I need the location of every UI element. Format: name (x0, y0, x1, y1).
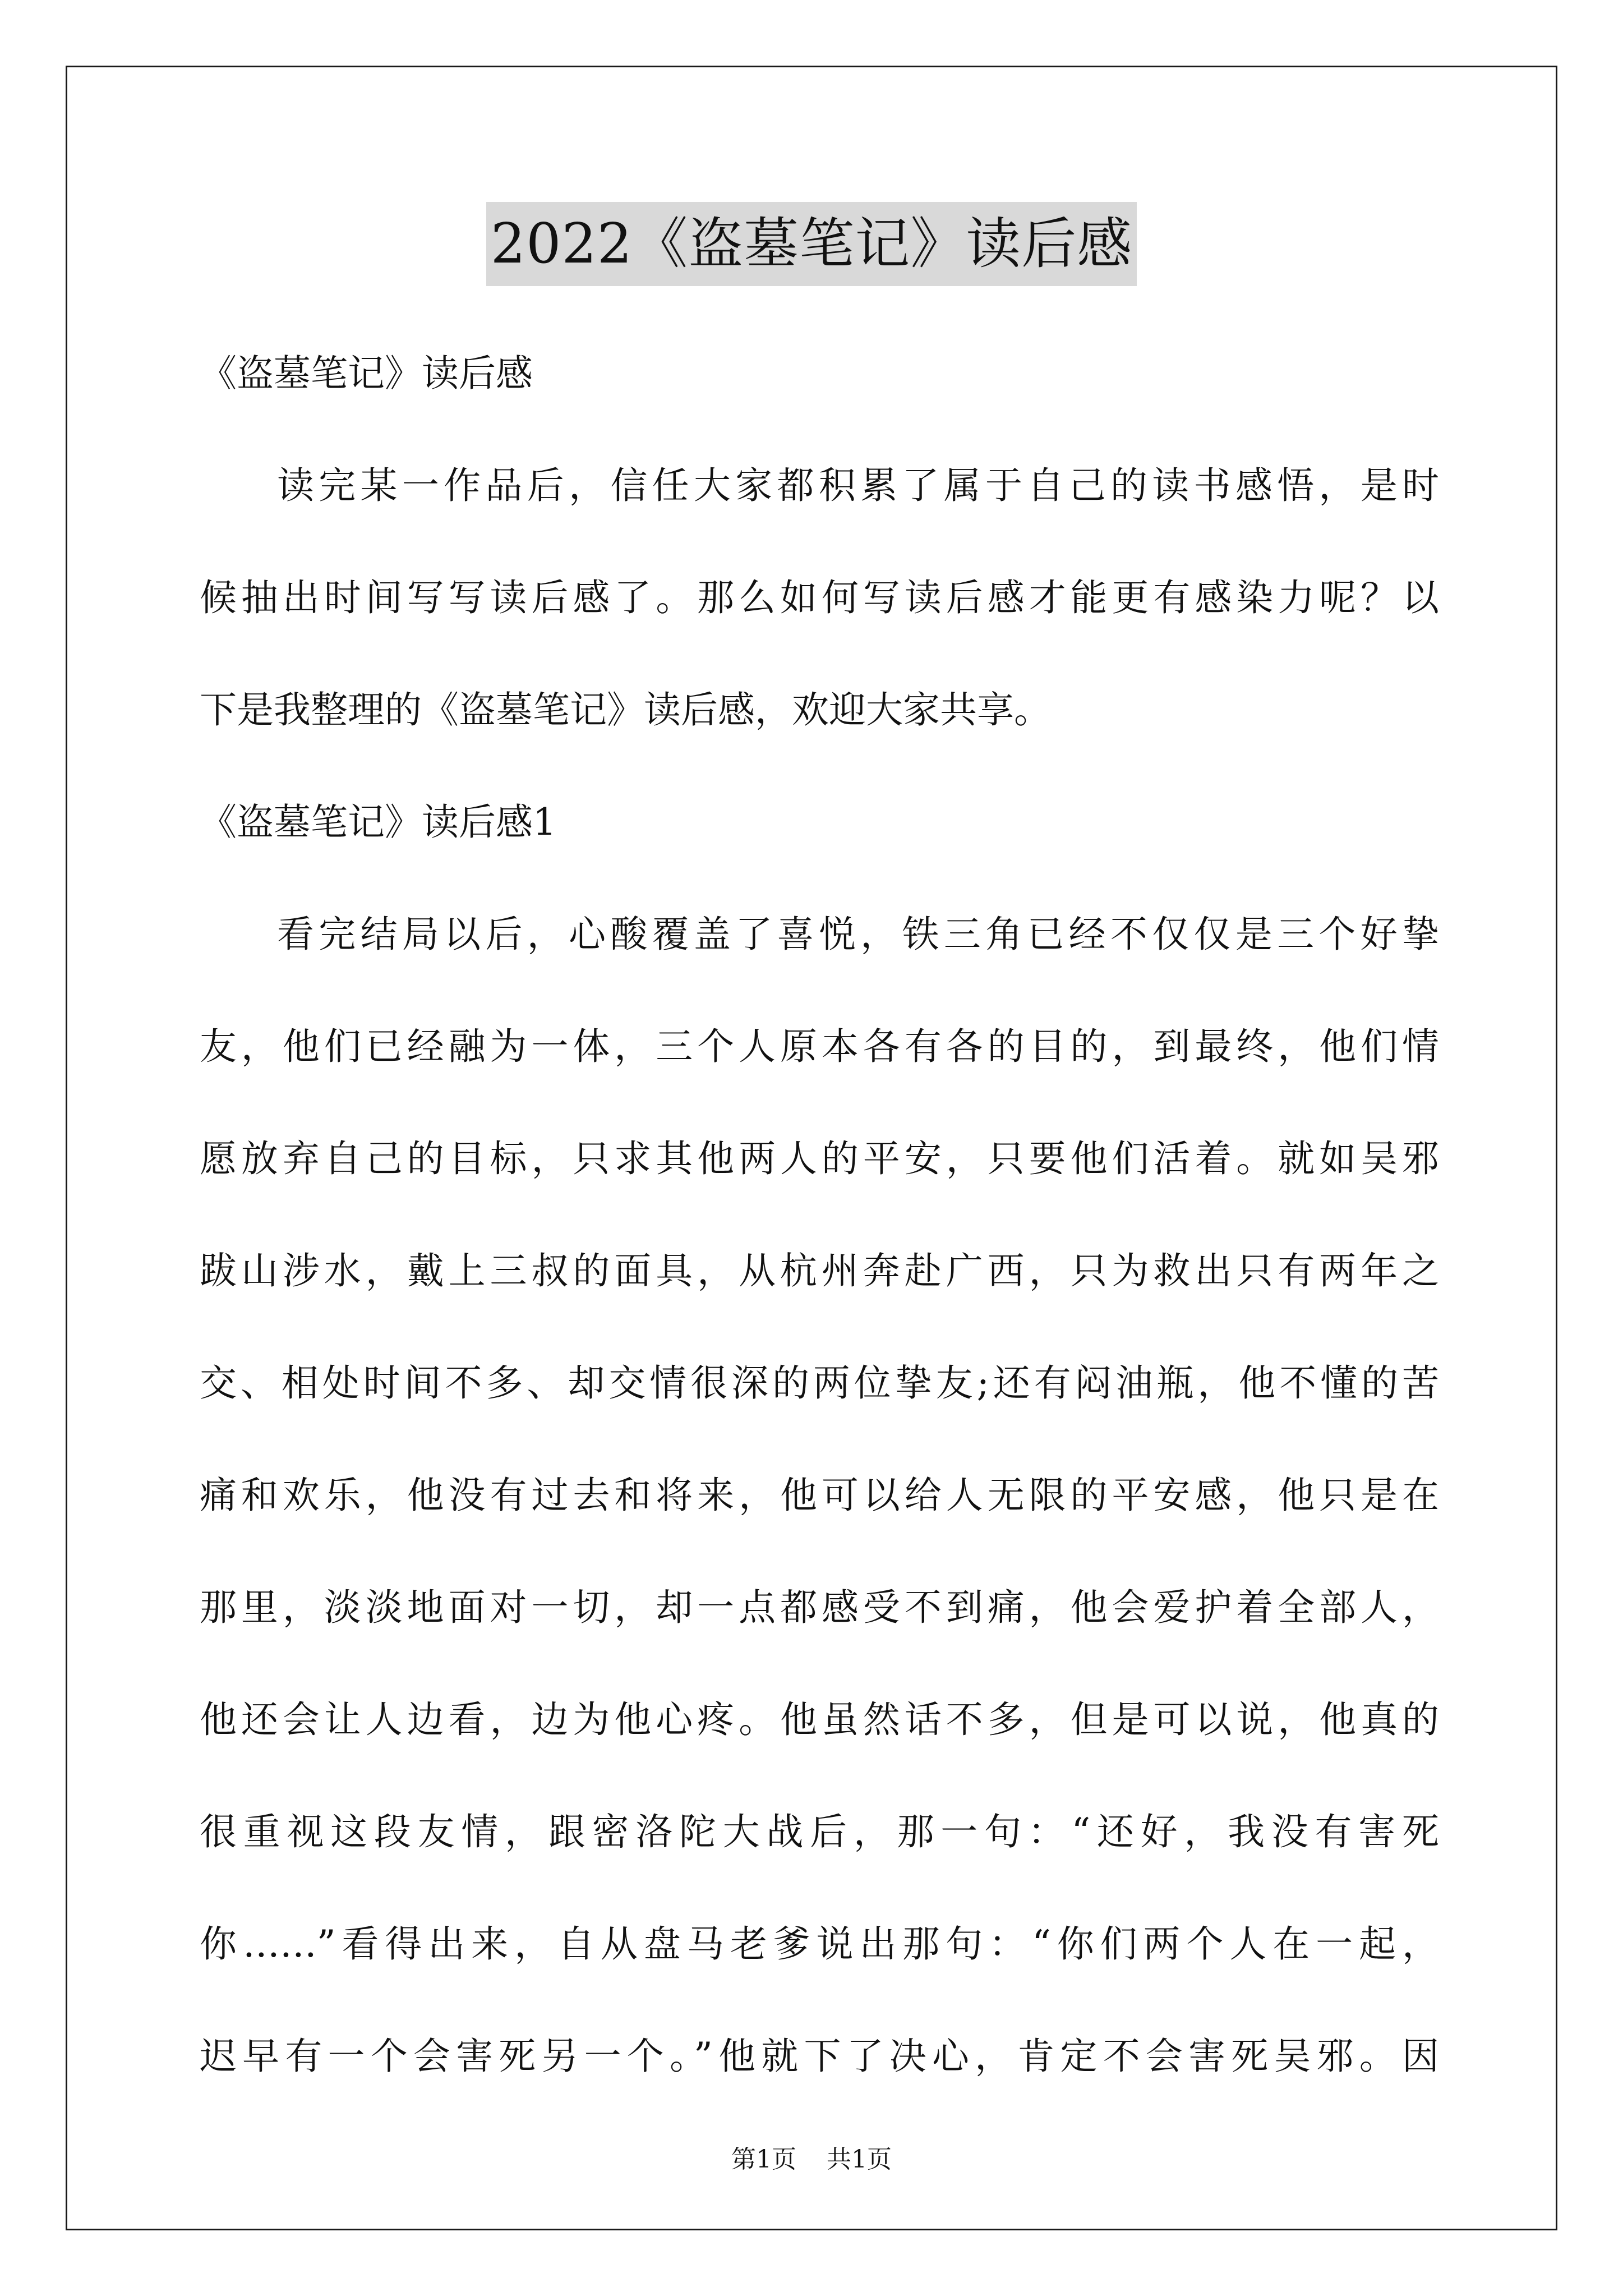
text-line: 读完某一作品后，信任大家都积累了属于自己的读书感悟，是时 (277, 464, 1439, 507)
page-total: 共1页 (827, 2145, 892, 2174)
text-line: 很重视这段友情，跟密洛陀大战后，那一句：“还好，我没有害死 (200, 1810, 1439, 1853)
text-line: 痛和欢乐，他没有过去和将来，他可以给人无限的平安感，他只是在 (200, 1474, 1439, 1517)
text-line: 友，他们已经融为一体，三个人原本各有各的目的，到最终，他们情 (200, 1025, 1439, 1068)
text-line: 交、相处时间不多、却交情很深的两位挚友;还有闷油瓶，他不懂的苦 (200, 1361, 1439, 1405)
text-line: 跋山涉水，戴上三叔的面具，从杭州奔赴广西，只为救出只有两年之 (200, 1249, 1439, 1292)
text-line: 那里，淡淡地面对一切，却一点都感受不到痛，他会爱护着全部人， (200, 1586, 1439, 1629)
text-line: 下是我整理的《盗墓笔记》读后感，欢迎大家共享。 (200, 688, 1051, 731)
document-title: 2022《盗墓笔记》读后感 (486, 202, 1137, 286)
text-line: 迟早有一个会害死另一个。”他就下了决心，肯定不会害死吴邪。因 (200, 2035, 1439, 2078)
text-line: 看完结局以后，心酸覆盖了喜悦，铁三角已经不仅仅是三个好挚 (277, 913, 1439, 956)
page-number: 第1页 (731, 2145, 796, 2174)
text-line: 候抽出时间写写读后感了。那么如何写读后感才能更有感染力呢？以 (200, 576, 1439, 619)
title-wrap (0, 202, 1623, 286)
text-line: 他还会让人边看，边为他心疼。他虽然话不多，但是可以说，他真的 (200, 1698, 1439, 1741)
body-paragraph (200, 878, 1439, 2113)
text-line: 你……”看得出来，自从盘马老爹说出那句：“你们两个人在一起， (200, 1922, 1439, 1966)
document-body (200, 318, 1439, 2113)
text-line: 愿放弃自己的目标，只求其他两人的平安，只要他们活着。就如吴邪 (200, 1137, 1439, 1180)
section-heading: 《盗墓笔记》读后感1 (200, 800, 556, 844)
document-heading: 《盗墓笔记》读后感 (200, 352, 533, 395)
page-footer (0, 2143, 1623, 2177)
intro-paragraph (200, 430, 1439, 766)
